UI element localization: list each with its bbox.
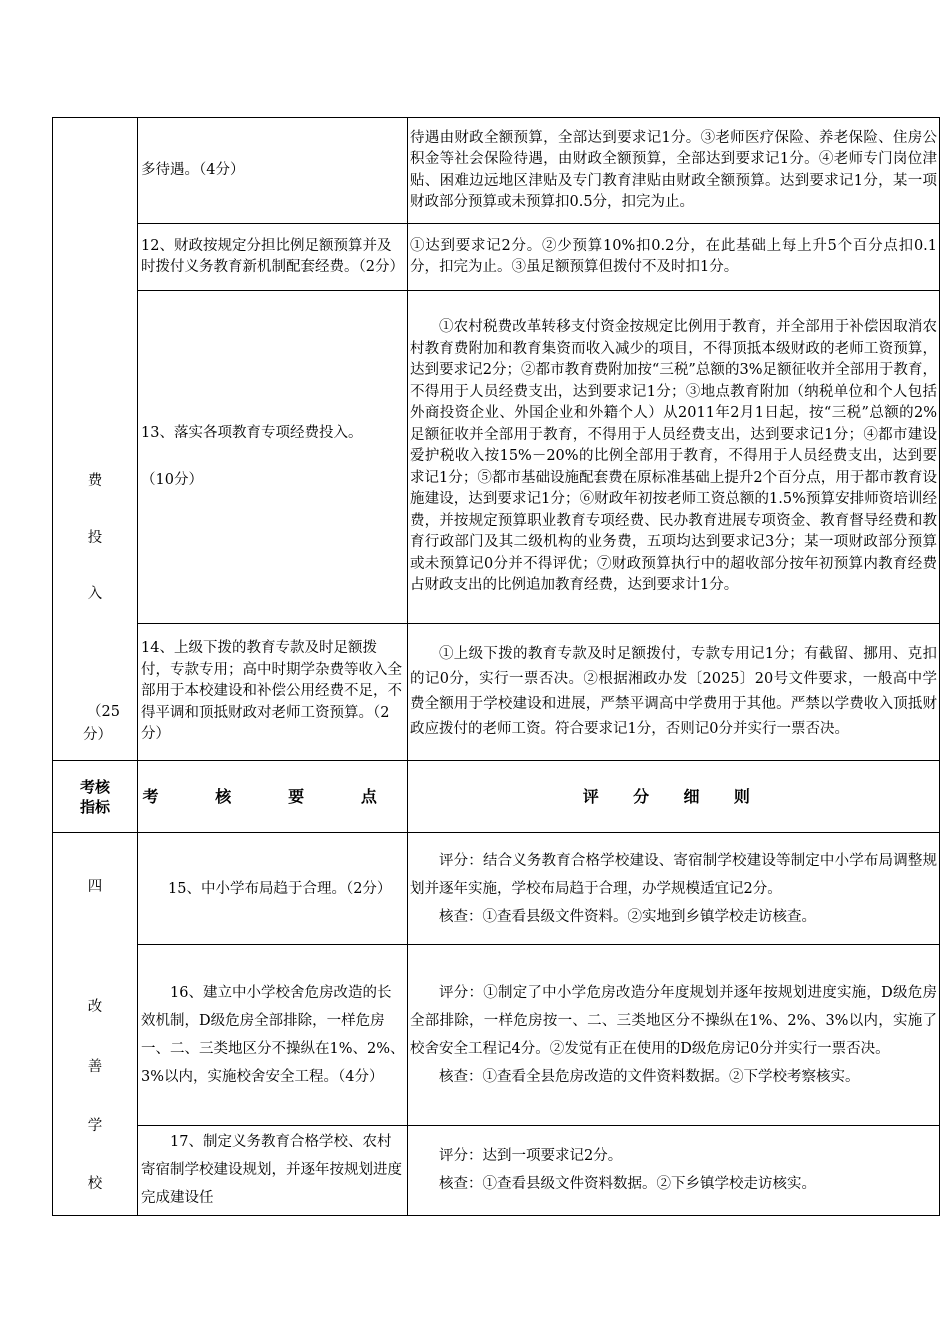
detail-cell [408,1125,940,1215]
score-text: 评分：达到一项要求记2分。 [439,1148,623,1165]
item-cell [138,224,408,291]
check-text: 核查：①查看县级文件资料数据。②下乡镇学校走访核实。 [439,1176,816,1193]
score-text: 评分：①制定了中小学危房改造分年度规划并逐年按规划进度实施，D级危房全部排除，一样危房按一、二、三类地区分不操纵在1%、2%、3%以内，实施了校舍安全工程记4分。②发觉有正在使用的D级危房记0分并实行一票否决。 [410,985,937,1058]
header-scoring-rules-label: 评 分 细 则 [582,786,765,806]
detail-text: ①农村税费改革转移支付资金按规定比例用于教育，并全部用于补偿因取消农村教育费附加和教育集资而收入减少的项目，不得顶抵本级财政的老师工资预算，达到要求记2分；②都市教育费附加按“三税”总额的3%足额征收并全部用于教育，不得用于人员经费支出，达到要求记1分；③地点教育附加（纳税单位和个人包括外商投资企业、外国企业和外籍个人）从2011年2月1日起，按“三税”总额的2%足额征收并全部用于教育，不得用于人员经费支出，达到要求记1分；④都市建设爱护税收入按15%－20%的比例全部用于教育，不得用于人员经费支出，达到要求记1分；⑤都市基础设施配套费在原标准基础上提升2个百分点，用于都市教育设施建设，达到要求记1分；⑥财政年初按老师工资总额的1.5%预算安排师资培训经费，并按规定预算职业教育专项经费、民办教育进展专项资金、教育督导经费和教育行政部门及其二级机构的业务费，五项均达到要求记3分；某一项财政部分预算或未预算记0分并不得评优；⑦财政预算执行中的超收部分按年初预算内教育经费占财政支出的比例追加教育经费，达到要求计1分。 [410,319,937,594]
section-4-char: 校 [87,1176,103,1192]
document-page [52,117,939,1216]
item-text: 14、上级下拨的教育专款及时足额拨付，专款专用；高中时期学杂费等收入全部用于本校建设和补偿公用经费不足，不得平调和顶抵财政对老师工资预算。（2分） [141,640,402,743]
item-text: 17、制定义务教育合格学校、农村寄宿制学校建设规划，并逐年按规划进度完成建设任 [141,1133,402,1206]
table-row [53,291,940,624]
detail-cell [408,224,940,291]
table-row [53,945,940,1125]
score-text: 评分：结合义务教育合格学校建设、寄宿制学校建设等制定中小学布局调整规划并逐年实施，学校布局趋于合理，办学规模适宜记2分。 [410,852,937,897]
header-indicator-label: 考核指标 [79,777,110,816]
item-text: 16、建立中小学校舍危房改造的长效机制，D级危房全部排除，一样危房一、二、三类地区分不操纵在1%、2%、3%以内，实施校舍安全工程。（4分） [141,985,405,1086]
detail-cell [408,118,940,224]
detail-cell [408,833,940,945]
table-row [53,624,940,761]
table-header-row [53,761,940,833]
header-indicator [53,761,138,833]
detail-text: 待遇由财政全额预算，全部达到要求记1分。③老师医疗保险、养老保险、住房公积金等社会保险待遇，由财政全额预算，全部达到要求记1分。④老师专门岗位津贴、困难边远地区津贴及专门教育津贴由财政全额预算。达到要求记1分，某一项财政部分预算或未预算扣0.5分，扣完为止。 [410,129,937,210]
item-text: 12、财政按规定分担比例足额预算并及时拨付义务教育新机制配套经费。（2分） [141,237,404,275]
header-scoring-rules [408,761,940,833]
section-4-char: 改 [87,999,103,1015]
section-3-score-unit: 分） [83,727,112,743]
section-4-label-cell [53,833,138,1216]
check-text: 核查：①查看县级文件资料。②实地到乡镇学校走访核查。 [439,908,816,925]
detail-cell [408,945,940,1125]
item-text: 多待遇。（4分） [141,161,245,178]
item-cell [138,1125,408,1215]
section-3-char: 投 [87,530,103,546]
item-text: 15、中小学布局趋于合理。（2分） [168,880,392,897]
detail-text: ①上级下拨的教育专款及时足额拨付，专款专用记1分；有截留、挪用、克扣的记0分，实行一票否决。②根据湘政办发〔2025〕20号文件要求，一般高中学费全额用于学校建设和进展，严禁平调高中学费用于其他。严禁以学费收入顶抵财政应拨付的老师工资。符合要求记1分，否则记0分并实行一票否决。 [410,646,937,737]
section-4-char: 学 [87,1118,103,1134]
detail-cell [408,624,940,761]
section-3-char: 费 [87,473,103,489]
header-key-points [138,761,408,833]
section-4-char: 善 [87,1059,103,1075]
item-cell [138,118,408,224]
table-row [53,833,940,945]
item-cell [138,291,408,624]
header-key-points-label: 考 核 要 点 [142,786,403,806]
item-cell [138,945,408,1125]
evaluation-table [52,117,940,1216]
item-text: 13、落实各项教育专项经费投入。 [141,424,363,441]
check-text: 核查：①查看全县危房改造的文件资料数据。②下学校考察核实。 [439,1069,860,1086]
section-3-char: 入 [87,586,103,602]
table-row [53,1125,940,1215]
section-3-label-cell [53,118,138,761]
item-score: （10分） [141,472,203,488]
item-cell [138,624,408,761]
table-row [53,118,940,224]
section-3-score: （25 [87,704,120,720]
section-4-char: 四 [87,879,103,895]
item-cell [138,833,408,945]
detail-text: ①达到要求记2分。②少预算10%扣0.2分，在此基础上每上升5个百分点扣0.1分，扣完为止。③虽足额预算但拨付不及时扣1分。 [410,237,937,275]
table-row [53,224,940,291]
detail-cell [408,291,940,624]
